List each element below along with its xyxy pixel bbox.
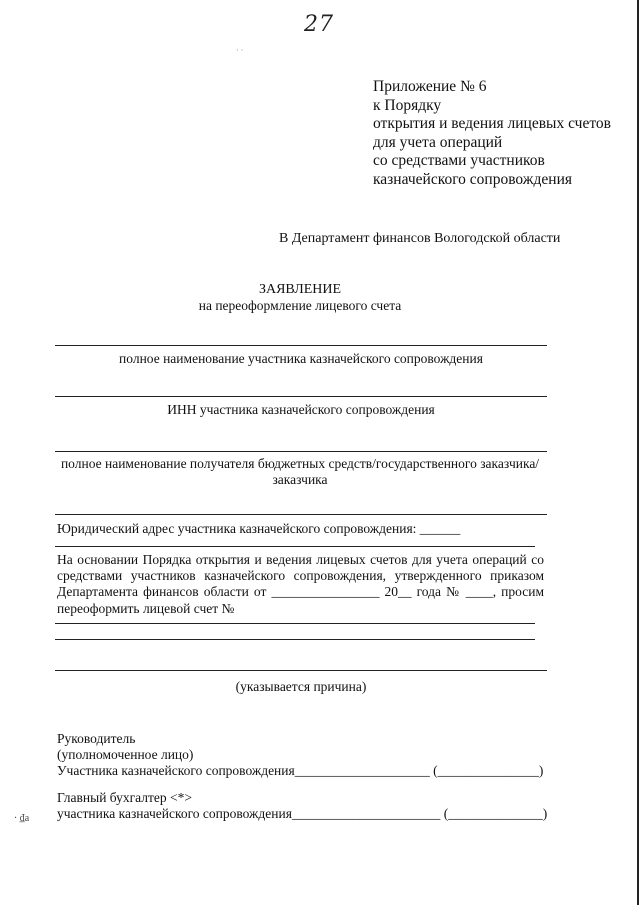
head-title: Руководитель	[57, 731, 136, 746]
appendix-line: к Порядку	[373, 96, 442, 114]
recipient-line[interactable]	[55, 451, 547, 452]
recipient-caption-line: заказчика	[272, 472, 328, 487]
inn-caption: ИНН участника казначейского сопровождения	[167, 402, 435, 417]
appendix-line: казначейского сопровождения	[373, 170, 572, 188]
head-signature-field[interactable]: Участника казначейского сопровождения____________________ (_______________)	[57, 763, 544, 778]
appendix-line: для учета операций	[373, 133, 503, 151]
legal-address-field[interactable]: Юридический адрес участника казначейского сопровождения: ______	[57, 521, 461, 536]
recipient-caption	[40, 456, 560, 488]
reason-line[interactable]	[55, 639, 535, 640]
participant-name-line[interactable]	[55, 345, 547, 346]
separator-line	[55, 514, 547, 515]
document-title: ЗАЯВЛЕНИЕ	[258, 282, 342, 297]
appendix-line: открытия и ведения лицевых счетов	[373, 115, 611, 133]
request-paragraph: На основании Порядка открытия и ведения лицевых счетов для учета операций со средствами участников казначейского сопровождения, утвержденного приказом Департамента финансов области от ________________ 20__ года № ____, просим переоформить лицевой счет №	[57, 552, 544, 616]
recipient-caption-line: полное наименование получателя бюджетных средств/государственного заказчика/	[60, 456, 540, 471]
appendix-line: Приложение № 6	[373, 78, 487, 95]
participant-name-caption: полное наименование участника казначейского сопровождения	[119, 351, 483, 366]
accountant-signature-field[interactable]: участника казначейского сопровождения______________________ (______________)	[57, 806, 548, 821]
appendix-header	[373, 78, 611, 190]
reason-line[interactable]	[55, 670, 547, 671]
margin-mark: ‧ ₫a	[14, 813, 30, 824]
accountant-title: Главный бухгалтер <*>	[57, 790, 193, 805]
account-line[interactable]	[55, 623, 535, 624]
page-number: 27	[304, 12, 334, 37]
scan-speck: · ·	[236, 46, 244, 55]
appendix-line: со средствами участников	[373, 152, 545, 170]
inn-line[interactable]	[55, 396, 547, 397]
scan-edge-border	[637, 0, 639, 905]
reason-caption: (указывается причина)	[235, 679, 367, 694]
document-subtitle: на переоформление лицевого счета	[198, 298, 402, 313]
head-subtitle: (уполномоченное лицо)	[57, 747, 194, 762]
addressee: В Департамент финансов Вологодской области	[279, 231, 561, 246]
legal-address-line[interactable]	[55, 546, 535, 547]
